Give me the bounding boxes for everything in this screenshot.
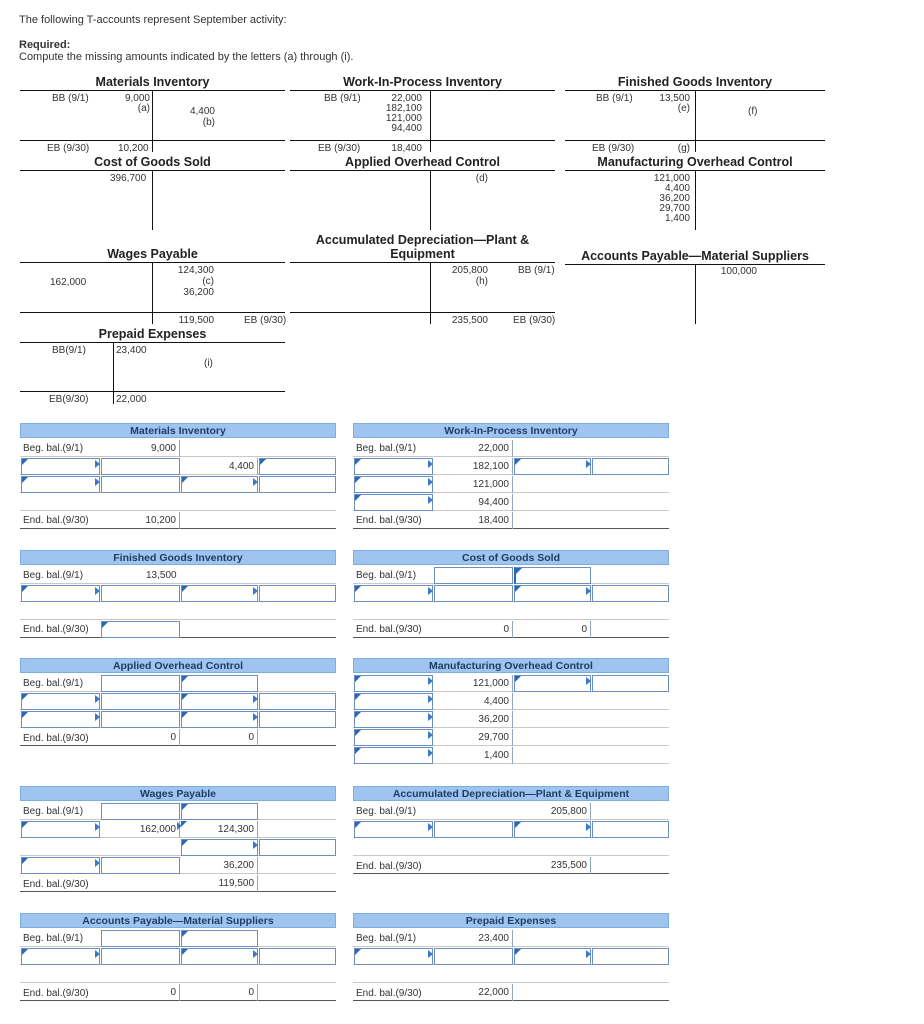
ws-value: 235,500 — [513, 857, 591, 874]
ws-value: 4,400 — [180, 458, 258, 475]
account-select[interactable] — [181, 585, 258, 602]
t-value: (d) — [475, 173, 488, 184]
account-select[interactable] — [354, 585, 433, 602]
ws-label: End. bal.(9/30) — [356, 861, 422, 872]
t-line — [430, 90, 431, 152]
account-select[interactable] — [21, 693, 100, 710]
amount-input[interactable] — [101, 803, 180, 820]
amount-input[interactable] — [259, 693, 336, 710]
t-value: 10,200 — [118, 143, 149, 154]
ws-value: 9,000 — [100, 440, 180, 457]
account-select[interactable] — [354, 476, 433, 493]
account-select[interactable] — [514, 458, 591, 475]
amount-input[interactable] — [259, 585, 336, 602]
t-label: EB (9/30) — [592, 143, 635, 154]
table-row — [20, 493, 336, 511]
amount-input[interactable] — [101, 948, 180, 965]
table-row — [353, 602, 669, 620]
ws-value: 0 — [433, 621, 513, 638]
ws-value: 29,700 — [433, 729, 513, 746]
account-select[interactable] — [514, 585, 591, 602]
t-value: 119,500 — [178, 315, 214, 326]
ws-title: Applied Overhead Control — [20, 658, 336, 673]
required-text: Compute the missing amounts indicated by the letters (a) through (i). — [19, 51, 354, 63]
amount-input[interactable] — [434, 585, 513, 602]
t-value: (c) — [202, 276, 214, 287]
ws-value: 22,000 — [433, 984, 513, 1001]
account-select[interactable] — [181, 711, 258, 728]
ws-label: End. bal.(9/30) — [356, 624, 422, 635]
t-label: EB (9/30) — [513, 315, 556, 326]
ws-value: 119,500 — [180, 875, 258, 892]
t-title: Accumulated Depreciation—Plant & — [315, 233, 530, 247]
ws-label: Beg. bal.(9/1) — [356, 933, 417, 944]
t-value: 22,000 — [116, 394, 147, 405]
ws-value: 0 — [180, 729, 258, 746]
t-title: Manufacturing Overhead Control — [597, 155, 793, 169]
t-line — [430, 262, 431, 324]
t-line — [152, 262, 153, 324]
t-line — [20, 391, 285, 392]
intro-text: The following T-accounts represent September activity: — [19, 14, 287, 26]
t-value: 124,300 — [177, 265, 214, 276]
amount-input[interactable] — [592, 948, 669, 965]
amount-input[interactable] — [101, 621, 180, 638]
table-row — [353, 965, 669, 983]
t-value: 18,400 — [391, 143, 422, 154]
t-title: Prepaid Expenses — [98, 327, 207, 341]
ws-value: 23,400 — [433, 930, 513, 947]
account-select[interactable] — [514, 948, 591, 965]
ws-value: 18,400 — [433, 512, 513, 529]
t-title: Equipment — [390, 247, 455, 261]
t-value: 9,000 — [124, 93, 150, 104]
t-value: 94,400 — [391, 123, 422, 134]
ws-label: End. bal.(9/30) — [23, 624, 89, 635]
account-select[interactable] — [354, 675, 433, 692]
account-select[interactable] — [181, 476, 258, 493]
t-value: 4,400 — [189, 106, 215, 117]
t-label: BB (9/1) — [324, 93, 361, 104]
ws-value: 13,500 — [146, 570, 177, 581]
ws-label: End. bal.(9/30) — [23, 988, 89, 999]
amount-input[interactable] — [259, 711, 336, 728]
ws-label: End. bal.(9/30) — [356, 988, 422, 999]
t-title: Materials Inventory — [95, 75, 210, 89]
t-value: 100,000 — [720, 266, 757, 277]
amount-input[interactable] — [101, 675, 180, 692]
t-label: EB (9/30) — [47, 143, 90, 154]
t-value: 36,200 — [183, 287, 214, 298]
account-select[interactable] — [21, 458, 100, 475]
amount-input[interactable] — [259, 476, 336, 493]
t-line — [430, 170, 431, 230]
amount-input[interactable] — [434, 821, 513, 838]
account-select[interactable] — [354, 948, 433, 965]
ws-value: 124,300 — [180, 821, 258, 838]
account-select[interactable] — [21, 821, 100, 838]
t-value: 13,500 — [659, 93, 690, 104]
amount-input[interactable] — [101, 930, 180, 947]
t-value: 1,400 — [664, 213, 690, 224]
ws-label: Beg. bal.(9/1) — [23, 806, 84, 817]
required-heading: Required: — [19, 39, 71, 51]
t-value: 4,400 — [664, 183, 690, 194]
t-line — [20, 342, 285, 343]
ws-label: Beg. bal.(9/1) — [23, 933, 84, 944]
amount-input[interactable] — [259, 948, 336, 965]
t-line — [565, 140, 825, 141]
t-label: EB (9/30) — [318, 143, 361, 154]
amount-input[interactable] — [592, 821, 669, 838]
amount-input[interactable] — [181, 675, 258, 692]
ws-value: 182,100 — [433, 458, 513, 475]
table-row — [353, 838, 669, 856]
ws-value: 10,200 — [100, 512, 180, 529]
ws-title: Work-In-Process Inventory — [353, 423, 669, 438]
ws-label: Beg. bal.(9/1) — [356, 443, 417, 454]
ws-value: 1,400 — [433, 747, 513, 764]
amount-input[interactable] — [592, 675, 669, 692]
ws-title: Cost of Goods Sold — [353, 550, 669, 565]
account-select[interactable] — [259, 458, 336, 475]
ws-value: 4,400 — [433, 693, 513, 710]
account-select[interactable] — [514, 821, 591, 838]
t-label: EB (9/30) — [244, 315, 287, 326]
ws-value: 94,400 — [433, 494, 513, 511]
account-select[interactable] — [354, 747, 433, 764]
t-value: 396,700 — [110, 173, 147, 184]
t-value: 36,200 — [659, 193, 690, 204]
ws-title: Accumulated Depreciation—Plant & Equipment — [353, 786, 669, 801]
t-label: BB (9/1) — [518, 265, 555, 276]
amount-input[interactable] — [101, 585, 180, 602]
table-row — [20, 602, 336, 620]
t-title: Wages Payable — [107, 247, 198, 261]
t-line — [152, 170, 153, 230]
t-title: Cost of Goods Sold — [94, 155, 211, 169]
table-row — [20, 965, 336, 983]
t-value: 23,400 — [116, 345, 147, 356]
ws-label: Beg. bal.(9/1) — [23, 443, 84, 454]
t-label: EB(9/30) — [49, 394, 89, 405]
t-label: BB (9/1) — [52, 93, 89, 104]
ws-value: 0 — [100, 984, 180, 1001]
t-line — [290, 262, 555, 263]
t-value: (b) — [202, 117, 215, 128]
ws-value: 0 — [513, 621, 591, 638]
ws-title: Finished Goods Inventory — [20, 550, 336, 565]
t-line — [695, 264, 696, 324]
t-line — [290, 170, 555, 171]
t-value: 121,000 — [653, 173, 690, 184]
ws-value: 162,000 — [100, 821, 180, 838]
t-value: 182,100 — [385, 103, 422, 114]
ws-value: 205,800 — [513, 803, 591, 820]
amount-input[interactable] — [434, 567, 513, 584]
account-select[interactable] — [354, 711, 433, 728]
t-line — [290, 312, 555, 313]
amount-input[interactable] — [181, 930, 258, 947]
t-line — [113, 342, 114, 404]
account-select[interactable] — [354, 458, 433, 475]
t-value: (g) — [677, 143, 690, 154]
t-title: Work-In-Process Inventory — [343, 75, 502, 89]
t-title: Finished Goods Inventory — [617, 75, 773, 89]
account-select[interactable] — [21, 585, 100, 602]
ws-title: Materials Inventory — [20, 423, 336, 438]
ws-label: End. bal.(9/30) — [23, 879, 89, 890]
amount-input[interactable] — [259, 839, 336, 856]
ws-label: Beg. bal.(9/1) — [23, 570, 84, 581]
ws-value: 36,200 — [433, 711, 513, 728]
t-value: 205,800 — [451, 265, 488, 276]
account-select[interactable] — [181, 948, 258, 965]
ws-title: Prepaid Expenses — [353, 913, 669, 928]
ws-value: 36,200 — [180, 857, 258, 874]
t-label: BB(9/1) — [52, 345, 86, 356]
account-select[interactable] — [21, 476, 100, 493]
ws-title: Accounts Payable—Material Suppliers — [20, 913, 336, 928]
t-line — [695, 170, 696, 230]
t-title: Accounts Payable—Material Suppliers — [581, 249, 809, 263]
amount-input[interactable] — [101, 857, 180, 874]
ws-label: Beg. bal.(9/1) — [356, 570, 417, 581]
ws-value: 0 — [100, 729, 180, 746]
account-select[interactable] — [21, 711, 100, 728]
account-select[interactable] — [354, 693, 433, 710]
t-value: 235,500 — [451, 315, 488, 326]
t-value: (h) — [475, 276, 488, 287]
t-value: 121,000 — [385, 113, 422, 124]
t-value: (a) — [137, 103, 150, 114]
t-line — [290, 90, 555, 91]
t-value: (e) — [677, 103, 690, 114]
account-select[interactable] — [181, 693, 258, 710]
amount-input[interactable] — [434, 948, 513, 965]
amount-input[interactable] — [592, 585, 669, 602]
t-line — [290, 140, 555, 141]
ws-value: 121,000 — [433, 675, 513, 692]
t-line — [695, 90, 696, 152]
ws-value: 0 — [180, 984, 258, 1001]
ws-label: End. bal.(9/30) — [23, 515, 89, 526]
account-select[interactable] — [354, 821, 433, 838]
amount-input[interactable] — [101, 693, 180, 710]
amount-input[interactable] — [181, 803, 258, 820]
t-value: (f) — [748, 106, 758, 117]
ws-title: Manufacturing Overhead Control — [353, 658, 669, 673]
t-label: BB (9/1) — [596, 93, 633, 104]
amount-input[interactable] — [592, 458, 669, 475]
account-select[interactable] — [21, 857, 100, 874]
t-line — [20, 140, 285, 141]
t-line — [152, 90, 153, 152]
ws-label: Beg. bal.(9/1) — [356, 806, 417, 817]
t-value: 29,700 — [659, 203, 690, 214]
amount-input[interactable] — [101, 476, 180, 493]
amount-input[interactable] — [101, 711, 180, 728]
amount-input[interactable] — [514, 567, 591, 584]
ws-label: End. bal.(9/30) — [356, 515, 422, 526]
t-value: (i) — [204, 358, 213, 369]
ws-label: End. bal.(9/30) — [23, 733, 89, 744]
ws-title: Wages Payable — [20, 786, 336, 801]
t-value: 22,000 — [391, 93, 422, 104]
t-line — [20, 312, 285, 313]
t-value: 162,000 — [50, 277, 87, 288]
amount-input[interactable] — [101, 458, 180, 475]
ws-value: 22,000 — [433, 440, 513, 457]
account-select[interactable] — [354, 729, 433, 746]
account-select[interactable] — [181, 839, 258, 856]
account-select[interactable] — [514, 675, 591, 692]
t-title: Applied Overhead Control — [345, 155, 500, 169]
ws-label: Beg. bal.(9/1) — [23, 678, 84, 689]
account-select[interactable] — [21, 948, 100, 965]
account-select[interactable] — [354, 494, 433, 511]
ws-value: 121,000 — [433, 476, 513, 493]
